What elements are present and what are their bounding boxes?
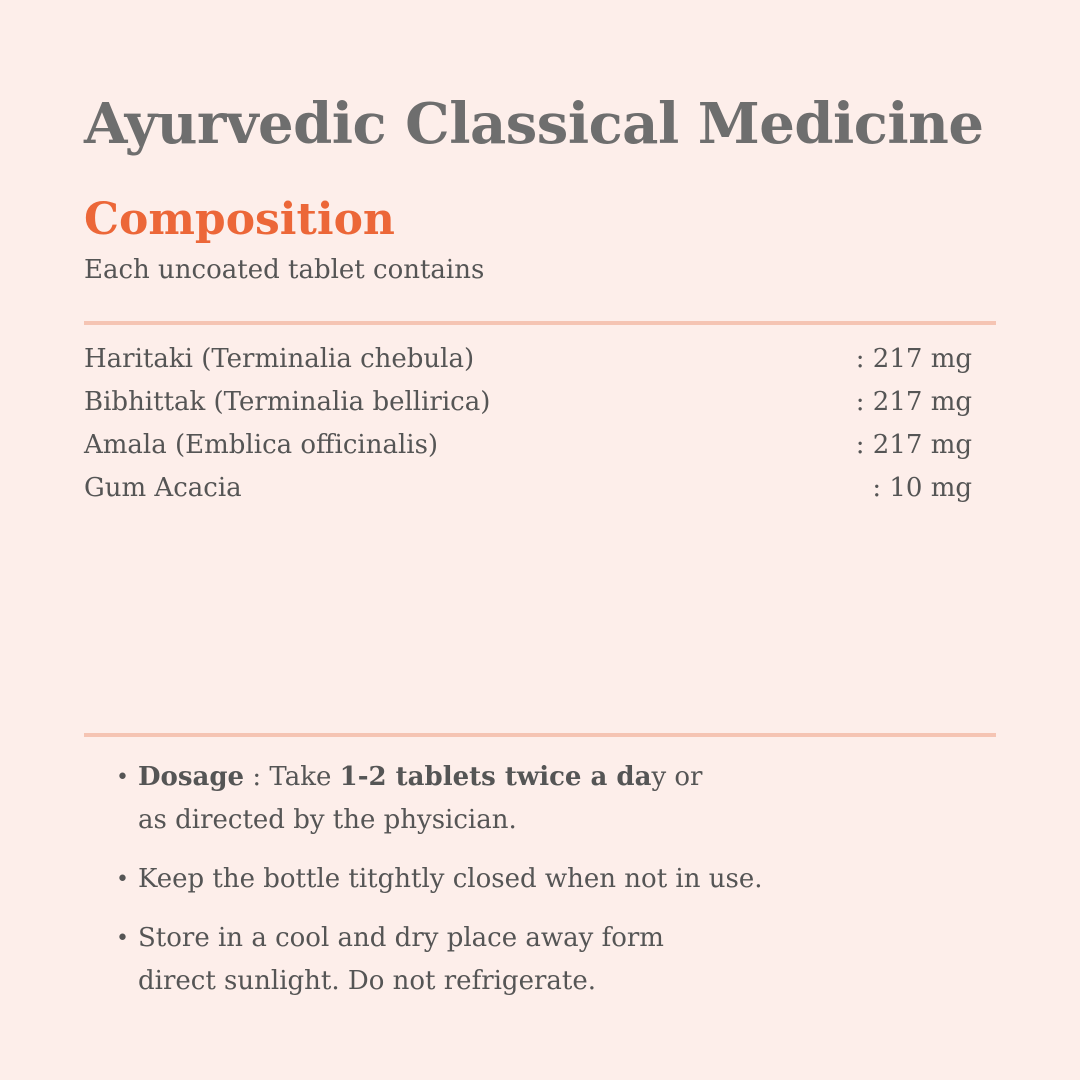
ingredient-amount: : 217 mg (855, 430, 972, 460)
storage-closed-text: Keep the bottle titghtly closed when not in use. (138, 864, 763, 894)
composition-heading: Composition (84, 194, 395, 245)
bullet-icon: • (116, 867, 129, 892)
bullet-icon: • (116, 765, 129, 790)
ingredient-row (84, 340, 972, 383)
dosage-separator: : Take (244, 762, 340, 792)
note-storage-cool (112, 917, 872, 1003)
ingredient-name: Amala (Emblica officinalis) (84, 430, 439, 460)
ingredient-amount: : 10 mg (872, 473, 972, 503)
divider-top (84, 321, 996, 325)
ingredient-list (84, 340, 972, 512)
divider-bottom (84, 733, 996, 737)
bullet-icon: • (116, 926, 129, 951)
dosage-rest: y or (651, 762, 703, 792)
ingredient-amount: : 217 mg (855, 344, 972, 374)
ingredient-amount: : 217 mg (855, 387, 972, 417)
notes-list (112, 756, 872, 1019)
dosage-line-1 (138, 756, 872, 799)
storage-cool-line-1: Store in a cool and dry place away form (138, 923, 664, 953)
ingredient-name: Gum Acacia (84, 473, 242, 503)
dosage-amount: 1-2 tablets twice a da (339, 762, 652, 792)
storage-cool-line-2: direct sunlight. Do not refrigerate. (138, 966, 596, 996)
ingredient-name: Bibhittak (Terminalia bellirica) (84, 387, 491, 417)
composition-subheading: Each uncoated tablet contains (84, 255, 485, 285)
dosage-line-2: as directed by the physician. (138, 805, 517, 835)
ingredient-name: Haritaki (Terminalia chebula) (84, 344, 475, 374)
page-title: Ayurvedic Classical Medicine (84, 91, 984, 157)
note-dosage (112, 756, 872, 842)
note-storage-closed (112, 858, 872, 901)
ingredient-row (84, 469, 972, 512)
ingredient-row (84, 383, 972, 426)
ingredient-row (84, 426, 972, 469)
dosage-label: Dosage (138, 762, 245, 792)
